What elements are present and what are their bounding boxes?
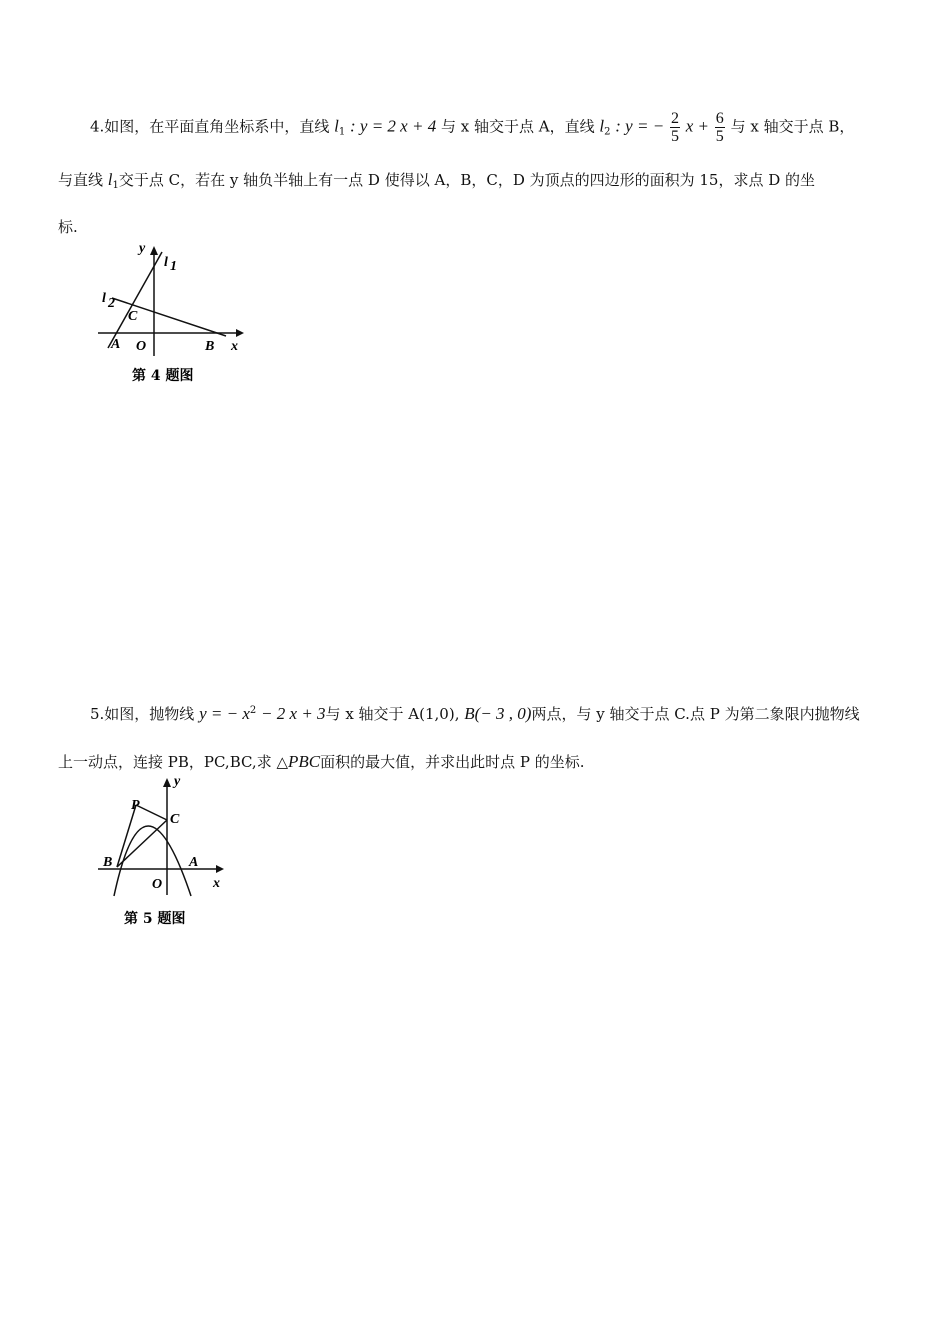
q4-line-1 xyxy=(90,110,854,145)
label-A: A xyxy=(189,855,199,870)
q4-text: 与 x 轴交于点 A，直线 xyxy=(440,117,595,136)
fraction-2-5 xyxy=(670,110,680,145)
fraction-denominator: 5 xyxy=(715,128,724,145)
label-B: B xyxy=(205,339,215,354)
fraction-numerator: 2 xyxy=(670,110,679,127)
q5-line-2 xyxy=(58,751,585,772)
q5-equation: y = − x xyxy=(199,704,250,723)
q5-point-B-coords: (− 3 , 0) xyxy=(474,704,532,723)
q4-l2-x-term: x + xyxy=(685,116,710,136)
q4-l1-name: l xyxy=(334,116,339,136)
label-y: y xyxy=(139,241,146,256)
x-axis-arrow-icon xyxy=(236,329,244,337)
q5-line-1 xyxy=(90,703,860,724)
label-l1-sub: 1 xyxy=(170,259,177,274)
label-O: O xyxy=(136,339,147,354)
label-B: B xyxy=(103,855,113,870)
q4-l1-equation: : y = 2 x + 4 xyxy=(350,116,437,136)
q5-equation-rest: − 2 x + 3 xyxy=(261,704,326,723)
fraction-denominator: 5 xyxy=(670,128,679,145)
fraction-6-5 xyxy=(715,110,725,145)
q4-text: 4.如图，在平面直角坐标系中，直线 xyxy=(90,117,330,136)
q5-point-B: B xyxy=(464,704,475,723)
q4-l2-name: l xyxy=(599,116,605,136)
label-l2-sub: 2 xyxy=(108,296,115,311)
triangle-symbol: △ xyxy=(276,753,289,771)
q4-l2-sub: 2 xyxy=(604,126,611,138)
label-O: O xyxy=(152,877,163,892)
label-y: y xyxy=(174,774,181,789)
q4-l1-ref-sub: 1 xyxy=(112,180,119,191)
q5-text: 上一动点，连接 PB，PC,BC,求 xyxy=(58,753,272,771)
q4-line-3 xyxy=(58,216,78,237)
label-l2: l xyxy=(102,291,106,306)
label-P: P xyxy=(131,798,140,813)
q5-figure xyxy=(92,770,252,930)
q4-figure-caption: 第 4 题图 xyxy=(132,368,194,384)
q4-text: 交于点 C，若在 y 轴负半轴上有一点 D 使得以 A，B，C，D 为顶点的四边形的面积为 15，求点 D 的坐 xyxy=(118,171,816,189)
y-axis-arrow-icon xyxy=(163,778,171,787)
q5-text: 面积的最大值，并求出此时点 P 的坐标. xyxy=(320,753,585,771)
q4-text: 与直线 xyxy=(58,171,104,189)
q5-equation-exponent: 2 xyxy=(249,705,257,716)
label-A: A xyxy=(111,337,121,352)
fraction-numerator: 6 xyxy=(715,110,724,127)
q4-l2-equation: : y = − xyxy=(615,116,665,136)
q5-triangle-name: PBC xyxy=(288,752,321,771)
q4-line-2 xyxy=(58,169,815,191)
q4-l1-ref: l xyxy=(107,170,113,189)
label-x: x xyxy=(213,876,220,891)
q5-figure-caption: 第 5 题图 xyxy=(124,911,186,927)
y-axis-arrow-icon xyxy=(150,246,158,255)
q4-l1-sub: 1 xyxy=(338,126,346,138)
label-C: C xyxy=(128,309,138,324)
label-l1: l xyxy=(164,255,168,270)
q5-text: 与 x 轴交于 A(1,0), xyxy=(325,705,460,723)
q5-text: 两点，与 y 轴交于点 C.点 P 为第二象限内抛物线 xyxy=(531,705,860,723)
label-C: C xyxy=(170,812,180,827)
q4-figure xyxy=(92,238,252,388)
label-x: x xyxy=(231,339,238,354)
q4-text: 与 x 轴交于点 B， xyxy=(730,117,855,136)
q5-text: 5.如图，抛物线 xyxy=(90,705,195,723)
q4-text: 标. xyxy=(58,218,78,236)
x-axis-arrow-icon xyxy=(216,865,224,873)
segment-PC xyxy=(136,805,167,820)
